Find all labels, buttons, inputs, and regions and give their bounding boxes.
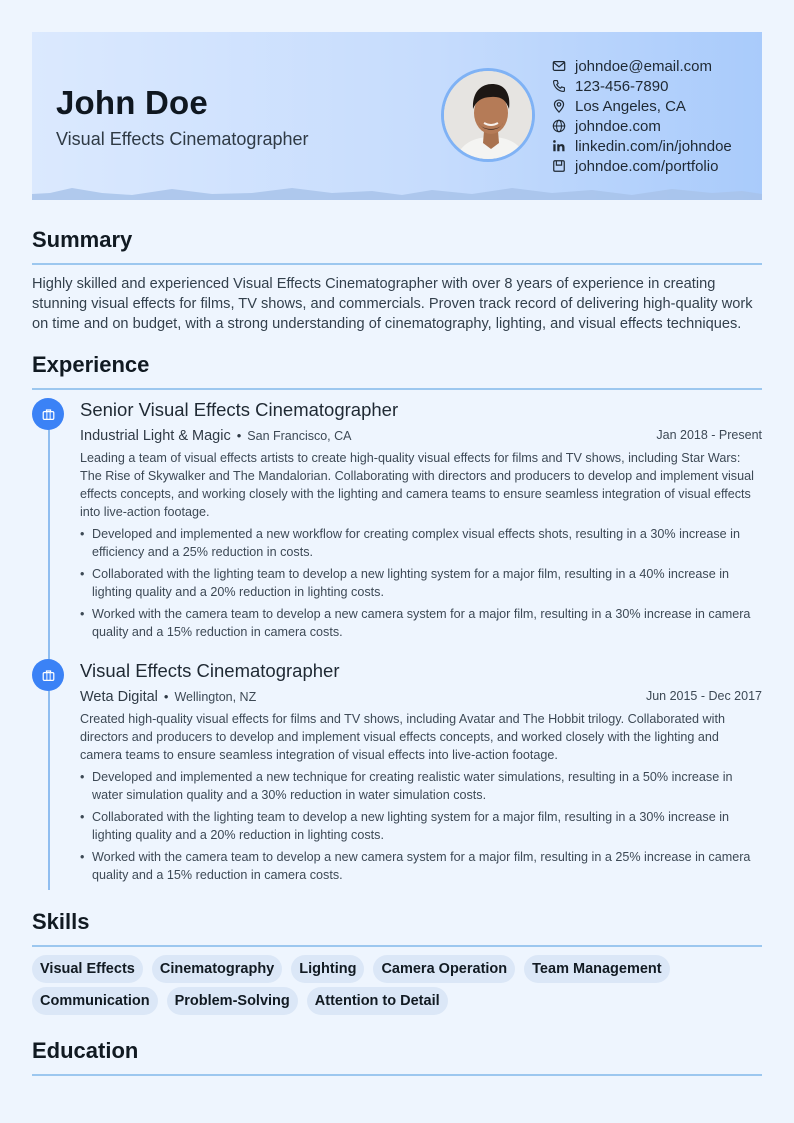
education-divider: [32, 1074, 762, 1076]
job-dates: Jun 2015 - Dec 2017: [645, 689, 762, 703]
skill-chip: Attention to Detail: [307, 987, 448, 1015]
contact-location-text: Los Angeles, CA: [575, 97, 686, 115]
location-pin-icon: [552, 99, 566, 113]
profile-photo-illustration: [444, 71, 535, 162]
job-company: Weta Digital: [80, 689, 158, 705]
job-description-text: Created high-quality visual effects for films and TV shows, including Avatar and The Hobbit trilogy. Collaborated with directors and producers to develop and implement visual effects concepts, and worked closely with the lighting and camera teams to ensure seamless integration of visual effects into live-action footage.: [80, 712, 725, 762]
contact-linkedin-text: linkedin.com/in/johndoe: [575, 137, 732, 155]
skill-chip: Problem-Solving: [167, 987, 298, 1015]
summary-divider: [32, 263, 762, 265]
phone-icon: [552, 79, 566, 93]
job-meta: [80, 688, 762, 706]
job-description-text: Leading a team of visual effects artists to create high-quality visual effects for films and TV shows, including Star Wars: The Rise of Skywalker and The Mandalorian. Collaborating with directors and producers to develop and implement visual effects concepts, and working closely with the lighting and camera teams to ensure seamless integration of visual effects into live-action footage.: [80, 451, 754, 519]
job-location: San Francisco, CA: [247, 429, 352, 443]
job-achievements: [80, 525, 762, 641]
briefcase-icon: [32, 659, 64, 691]
experience-timeline: [48, 404, 50, 890]
summary-text: Highly skilled and experienced Visual Effects Cinematographer with over 8 years of experience in creating stunning visual effects for films, TV shows, and commercials. Proven track record of delivering high-quality work on time and on budget, with a strong understanding of cinematography, lighting, and visual effects techniques.: [32, 276, 753, 332]
contact-list: [552, 56, 732, 176]
portfolio-icon: [552, 159, 566, 173]
globe-icon: [552, 119, 566, 133]
achievement-item: • Developed and implemented a new technique for creating realistic water simulations, resulting in a 50% increase in water simulation quality and a 30% reduction in water simulation costs.: [80, 768, 762, 804]
achievement-item: • Collaborated with the lighting team to develop a new lighting system for a major film, resulting in a 30% increase in lighting quality and a 20% reduction in lighting costs.: [80, 808, 762, 844]
achievement-item: • Worked with the camera team to develop a new camera system for a major film, resulting in a 25% increase in camera quality and a 15% reduction in camera costs.: [80, 848, 762, 884]
skills-heading: Skills: [32, 909, 90, 934]
skills-divider: [32, 945, 762, 947]
job-description: [80, 449, 762, 645]
experience-heading: Experience: [32, 352, 150, 377]
contact-linkedin[interactable]: [552, 136, 732, 156]
briefcase-icon: [32, 398, 64, 430]
contact-phone[interactable]: [552, 76, 732, 96]
skills-list: [32, 955, 762, 1019]
job-achievements: [80, 768, 762, 884]
achievement-item: • Developed and implemented a new workflow for creating complex visual effects shots, resulting in a 30% increase in efficiency and a 25% reduction in costs.: [80, 525, 762, 561]
experience-divider: [32, 388, 762, 390]
contact-email[interactable]: [552, 56, 732, 76]
achievement-item: • Worked with the camera team to develop a new camera system for a major film, resulting in a 30% increase in camera quality and a 15% reduction in camera costs.: [80, 605, 762, 641]
skill-chip: Camera Operation: [373, 955, 515, 983]
contact-website-text: johndoe.com: [575, 117, 661, 135]
skill-chip: Visual Effects: [32, 955, 143, 983]
contact-location: [552, 96, 732, 116]
skill-chip: Team Management: [524, 955, 669, 983]
job-company: Industrial Light & Magic: [80, 428, 231, 444]
skill-chip: Cinematography: [152, 955, 282, 983]
candidate-title: Visual Effects Cinematographer: [56, 129, 309, 149]
job-meta: [80, 427, 762, 445]
job-dates: Jan 2018 - Present: [656, 428, 762, 442]
skills-row: [32, 987, 762, 1015]
candidate-name: John Doe: [56, 84, 208, 121]
meta-separator: •: [163, 689, 169, 704]
job-location: Wellington, NZ: [174, 690, 257, 704]
contact-portfolio[interactable]: [552, 156, 732, 176]
achievement-item: • Collaborated with the lighting team to develop a new lighting system for a major film, resulting in a 40% increase in lighting quality and a 20% reduction in lighting costs.: [80, 565, 762, 601]
header-wave-decoration: [32, 184, 762, 200]
job-description: [80, 710, 762, 888]
resume-header: [32, 32, 762, 200]
meta-separator: •: [236, 428, 242, 443]
contact-email-text: johndoe@email.com: [575, 57, 712, 75]
skill-chip: Communication: [32, 987, 158, 1015]
education-heading: Education: [32, 1038, 139, 1063]
summary-heading: Summary: [32, 227, 133, 252]
linkedin-icon: [552, 139, 566, 153]
contact-phone-text: 123-456-7890: [575, 77, 669, 95]
contact-website[interactable]: [552, 116, 732, 136]
job-title: Senior Visual Effects Cinematographer: [80, 399, 399, 420]
job-title: Visual Effects Cinematographer: [80, 660, 340, 681]
skill-chip: Lighting: [291, 955, 364, 983]
skills-row: [32, 955, 762, 983]
mail-icon: [552, 59, 566, 73]
profile-photo: [441, 68, 535, 162]
contact-portfolio-text: johndoe.com/portfolio: [575, 157, 719, 175]
